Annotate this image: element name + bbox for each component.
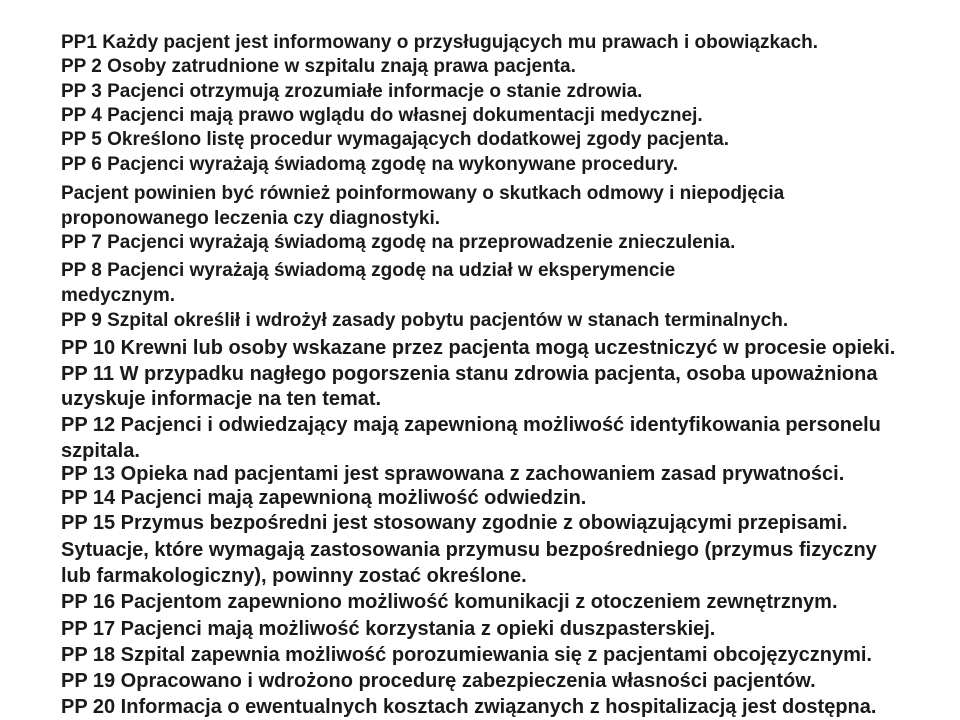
text-line: PP 16 Pacjentom zapewniono możliwość komunikacji z otoczeniem zewnętrznym. [61,591,838,613]
text-line: PP 20 Informacja o ewentualnych kosztach związanych z hospitalizacją jest dostępna. [61,696,877,718]
text-line: PP 12 Pacjenci i odwiedzający mają zapewnioną możliwość identyfikowania personelu [61,414,881,436]
text-line: PP 13 Opieka nad pacjentami jest sprawowana z zachowaniem zasad prywatności. [61,463,845,485]
text-line: uzyskuje informacje na ten temat. [61,388,382,410]
text-line: PP 8 Pacjenci wyrażają świadomą zgodę na udział w eksperymencie [61,260,676,281]
text-line: Pacjent powinien być również poinformowany o skutkach odmowy i niepodjęcia [61,183,785,204]
text-line: PP 10 Krewni lub osoby wskazane przez pacjenta mogą uczestniczyć w procesie opieki. [61,337,896,359]
text-line: PP 7 Pacjenci wyrażają świadomą zgodę na przeprowadzenie znieczulenia. [61,232,736,253]
text-line: PP 18 Szpital zapewnia możliwość porozumiewania się z pacjentami obcojęzycznymi. [61,644,872,666]
text-line: PP 19 Opracowano i wdrożono procedurę zabezpieczenia własności pacjentów. [61,670,816,692]
text-line: PP 15 Przymus bezpośredni jest stosowany zgodnie z obowiązującymi przepisami. [61,512,848,534]
text-line: PP 3 Pacjenci otrzymują zrozumiałe informacje o stanie zdrowia. [61,81,643,102]
text-line: szpitala. [61,440,140,462]
text-line: PP 9 Szpital określił i wdrożył zasady pobytu pacjentów w stanach terminalnych. [61,310,789,331]
text-line: PP 2 Osoby zatrudnione w szpitalu znają prawa pacjenta. [61,56,576,77]
text-line: medycznym. [61,285,176,306]
text-line: Sytuacje, które wymagają zastosowania przymusu bezpośredniego (przymus fizyczny [61,539,877,561]
text-line: lub farmakologiczny), powinny zostać określone. [61,565,527,587]
text-line: PP 4 Pacjenci mają prawo wglądu do własnej dokumentacji medycznej. [61,105,703,126]
text-line: PP 11 W przypadku nagłego pogorszenia stanu zdrowia pacjenta, osoba upoważniona [61,363,878,385]
text-line: PP 17 Pacjenci mają możliwość korzystania z opieki duszpasterskiej. [61,618,716,640]
text-line: PP 5 Określono listę procedur wymagających dodatkowej zgody pacjenta. [61,129,730,150]
text-line: PP 14 Pacjenci mają zapewnioną możliwość odwiedzin. [61,487,587,509]
text-line: proponowanego leczenia czy diagnostyki. [61,208,441,229]
text-line: PP 6 Pacjenci wyrażają świadomą zgodę na wykonywane procedury. [61,154,679,175]
text-line: PP1 Każdy pacjent jest informowany o przysługujących mu prawach i obowiązkach. [61,32,819,53]
